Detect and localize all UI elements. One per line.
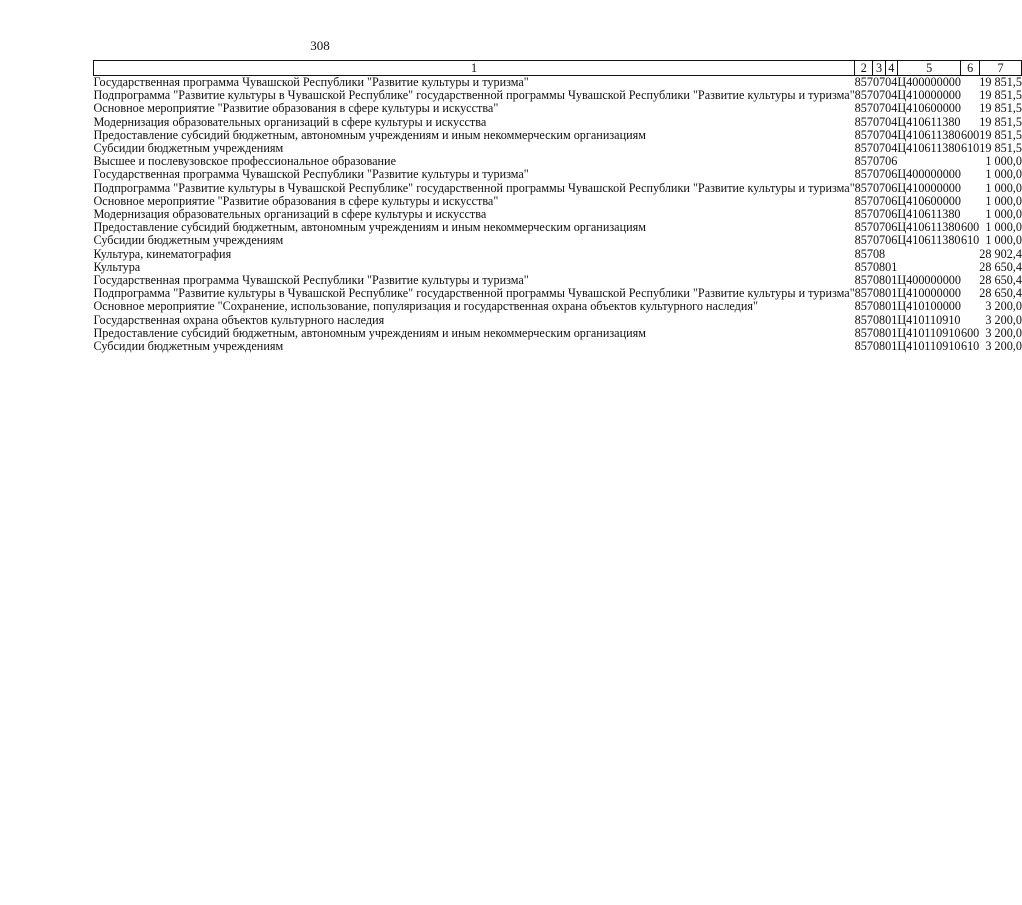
row-target-article: Ц410611380 [897, 141, 961, 156]
row-name: Государственная программа Чувашской Республики "Развитие культуры и туризма" [93, 273, 529, 288]
row-expense-type [961, 116, 979, 129]
row-expense-type: 600 [960, 127, 980, 142]
row-amount: 1 000,0 [985, 220, 1022, 235]
row-target-article: Ц410611380 [897, 114, 961, 129]
row-target-article: Ц410000000 [897, 88, 961, 103]
row-amount: 1 000,0 [985, 167, 1022, 182]
row-admin-code: 857 [854, 325, 873, 340]
row-admin-code: 857 [854, 246, 873, 261]
row-subsection: 01 [885, 259, 898, 274]
row-amount: 19 851,5 [979, 114, 1022, 129]
row-expense-type [961, 155, 979, 168]
row-target-article [897, 248, 961, 261]
row-section: 08 [872, 299, 886, 314]
row-amount: 3 200,0 [985, 325, 1022, 340]
row-name: Субсидии бюджетным учреждениям [93, 233, 284, 248]
row-admin-code: 857 [854, 88, 873, 103]
column-header-6: 6 [961, 61, 979, 76]
row-subsection: 04 [885, 88, 898, 103]
row-expense-type: 600 [960, 325, 980, 340]
row-expense-type [961, 300, 979, 313]
row-amount: 1 000,0 [985, 233, 1022, 248]
row-expense-type [961, 261, 979, 274]
row-subsection: 01 [885, 299, 898, 314]
row-section: 07 [872, 220, 886, 235]
row-subsection: 04 [885, 101, 898, 116]
row-amount: 1 000,0 [985, 154, 1022, 169]
row-name: Государственная охрана объектов культурного наследия [93, 312, 385, 327]
row-subsection: 01 [885, 325, 898, 340]
row-target-article: Ц400000000 [897, 167, 961, 182]
row-name: Государственная программа Чувашской Республики "Развитие культуры и туризма" [93, 167, 529, 182]
row-section: 08 [872, 259, 886, 274]
row-subsection: 04 [885, 127, 898, 142]
row-name: Подпрограмма "Развитие культуры в Чувашской Республике" государственной программы Чувашской Республики "Развитие культуры и туризма" [93, 180, 855, 195]
row-section: 08 [872, 273, 886, 288]
row-section: 08 [872, 325, 886, 340]
row-name: Субсидии бюджетным учреждениям [93, 339, 284, 354]
row-admin-code: 857 [854, 233, 873, 248]
table-row [94, 168, 1022, 181]
row-expense-type: 600 [960, 220, 980, 235]
header-row [94, 61, 1022, 76]
row-name: Субсидии бюджетным учреждениям [93, 141, 284, 156]
row-expense-type [961, 314, 979, 327]
row-expense-type [961, 195, 979, 208]
column-header-3: 3 [873, 61, 885, 76]
row-subsection: 06 [885, 220, 898, 235]
row-section: 07 [872, 193, 886, 208]
row-target-article: Ц410110910 [897, 325, 961, 340]
table-row [94, 300, 1022, 313]
row-name: Высшее и послевузовское профессиональное образование [93, 154, 396, 169]
row-subsection: 01 [885, 273, 898, 288]
row-expense-type [961, 248, 979, 261]
row-admin-code: 857 [854, 154, 873, 169]
row-amount: 28 650,4 [979, 273, 1022, 288]
row-target-article: Ц410000000 [897, 180, 961, 195]
row-admin-code: 857 [854, 286, 873, 301]
row-admin-code: 857 [854, 180, 873, 195]
row-section: 07 [872, 207, 886, 222]
row-subsection: 01 [885, 339, 898, 354]
row-admin-code: 857 [854, 220, 873, 235]
row-expense-type [961, 182, 979, 195]
row-expense-type [961, 274, 979, 287]
row-name: Основное мероприятие "Развитие образования в сфере культуры и искусства" [93, 193, 499, 208]
column-header-7: 7 [979, 61, 1022, 76]
row-amount: 1 000,0 [985, 193, 1022, 208]
row-amount: 3 200,0 [985, 299, 1022, 314]
table-row [94, 248, 1022, 261]
row-amount: 1 000,0 [985, 207, 1022, 222]
row-amount: 1 000,0 [985, 180, 1022, 195]
row-subsection: 04 [885, 114, 898, 129]
row-target-article: Ц410600000 [897, 193, 961, 208]
row-target-article: Ц410611380 [897, 220, 961, 235]
row-admin-code: 857 [854, 114, 873, 129]
row-name: Основное мероприятие "Развитие образования в сфере культуры и искусства" [93, 101, 499, 116]
row-target-article: Ц410000000 [897, 286, 961, 301]
row-expense-type [961, 76, 979, 90]
row-admin-code: 857 [854, 339, 873, 354]
row-target-article: Ц410611380 [897, 233, 961, 248]
row-amount: 3 200,0 [985, 312, 1022, 327]
row-target-article: Ц410110910 [897, 339, 961, 354]
row-subsection: 06 [885, 167, 898, 182]
row-amount: 28 650,4 [979, 286, 1022, 301]
row-name: Государственная программа Чувашской Республики "Развитие культуры и туризма" [93, 75, 529, 89]
row-admin-code: 857 [854, 299, 873, 314]
row-name: Предоставление субсидий бюджетным, автономным учреждениям и иным некоммерческим организациям [93, 127, 646, 142]
row-admin-code: 857 [854, 141, 873, 156]
column-header-1: 1 [94, 61, 855, 76]
row-name: Предоставление субсидий бюджетным, автономным учреждениям и иным некоммерческим организациям [93, 220, 646, 235]
row-expense-type: 610 [960, 141, 980, 156]
row-admin-code: 857 [854, 127, 873, 142]
row-amount: 3 200,0 [985, 339, 1022, 354]
row-subsection: 06 [885, 233, 898, 248]
row-section: 07 [872, 180, 886, 195]
column-header-4: 4 [885, 61, 897, 76]
row-subsection: 06 [885, 207, 898, 222]
row-section: 07 [872, 101, 886, 116]
row-admin-code: 857 [854, 259, 873, 274]
row-admin-code: 857 [854, 273, 873, 288]
row-subsection: 04 [885, 141, 898, 156]
row-amount: 19 851,5 [979, 127, 1022, 142]
row-name: Подпрограмма "Развитие культуры в Чувашской Республике" государственной программы Чувашской Республики "Развитие культуры и туризма" [93, 286, 855, 301]
table-body [94, 76, 1022, 354]
row-section: 07 [872, 141, 886, 156]
row-amount: 19 851,5 [979, 75, 1022, 89]
row-target-article: Ц410100000 [897, 299, 961, 314]
row-amount: 19 851,5 [979, 141, 1022, 156]
row-section: 08 [872, 286, 886, 301]
row-section: 08 [872, 312, 886, 327]
row-section: 07 [872, 75, 886, 89]
page-number: 308 [310, 38, 330, 53]
budget-table [93, 60, 1022, 353]
row-section: 07 [872, 167, 886, 182]
row-section: 08 [872, 246, 886, 261]
row-name: Основное мероприятие "Сохранение, использование, популяризация и государственная охрана объектов культурного наследия" [93, 299, 758, 314]
row-amount: 19 851,5 [979, 88, 1022, 103]
column-header-5: 5 [897, 61, 961, 76]
row-amount: 28 650,4 [979, 259, 1022, 274]
row-expense-type: 610 [960, 233, 980, 248]
table-row [94, 234, 1022, 247]
row-section: 07 [872, 114, 886, 129]
row-section: 07 [872, 154, 886, 169]
column-header-2: 2 [855, 61, 873, 76]
row-amount: 19 851,5 [979, 101, 1022, 116]
row-name: Культура, кинематография [93, 246, 232, 261]
row-expense-type [961, 168, 979, 181]
row-admin-code: 857 [854, 167, 873, 182]
row-target-article: Ц410600000 [897, 101, 961, 116]
row-section: 08 [872, 339, 886, 354]
row-name: Модернизация образовательных организаций в сфере культуры и искусства [93, 207, 487, 222]
row-subsection: 06 [885, 180, 898, 195]
row-admin-code: 857 [854, 101, 873, 116]
row-name: Предоставление субсидий бюджетным, автономным учреждениям и иным некоммерческим организациям [93, 325, 646, 340]
row-expense-type [961, 89, 979, 102]
row-target-article: Ц400000000 [897, 273, 961, 288]
row-name: Подпрограмма "Развитие культуры в Чувашской Республике" государственной программы Чувашской Республики "Развитие культуры и туризма" [93, 88, 855, 103]
row-amount: 28 902,4 [979, 246, 1022, 261]
row-subsection: 06 [885, 193, 898, 208]
row-section: 07 [872, 88, 886, 103]
row-admin-code: 857 [854, 75, 873, 89]
row-section: 07 [872, 127, 886, 142]
row-subsection: 01 [885, 286, 898, 301]
row-expense-type: 610 [960, 339, 980, 354]
row-name: Культура [93, 259, 141, 274]
row-subsection: 01 [885, 312, 898, 327]
row-subsection: 06 [885, 154, 898, 169]
row-target-article: Ц410611380 [897, 127, 961, 142]
table-row [94, 314, 1022, 327]
table-row [94, 116, 1022, 129]
row-admin-code: 857 [854, 207, 873, 222]
row-name: Модернизация образовательных организаций в сфере культуры и искусства [93, 114, 487, 129]
row-target-article: Ц410110910 [897, 312, 961, 327]
row-subsection [885, 248, 897, 261]
row-admin-code: 857 [854, 193, 873, 208]
table-row [94, 340, 1022, 353]
table-row [94, 102, 1022, 115]
row-target-article: Ц400000000 [897, 75, 961, 89]
table-row [94, 76, 1022, 90]
row-target-article: Ц410611380 [897, 207, 961, 222]
table-row [94, 182, 1022, 195]
row-expense-type [961, 102, 979, 115]
row-admin-code: 857 [854, 312, 873, 327]
row-expense-type [961, 287, 979, 300]
row-subsection: 04 [885, 75, 898, 89]
row-section: 07 [872, 233, 886, 248]
